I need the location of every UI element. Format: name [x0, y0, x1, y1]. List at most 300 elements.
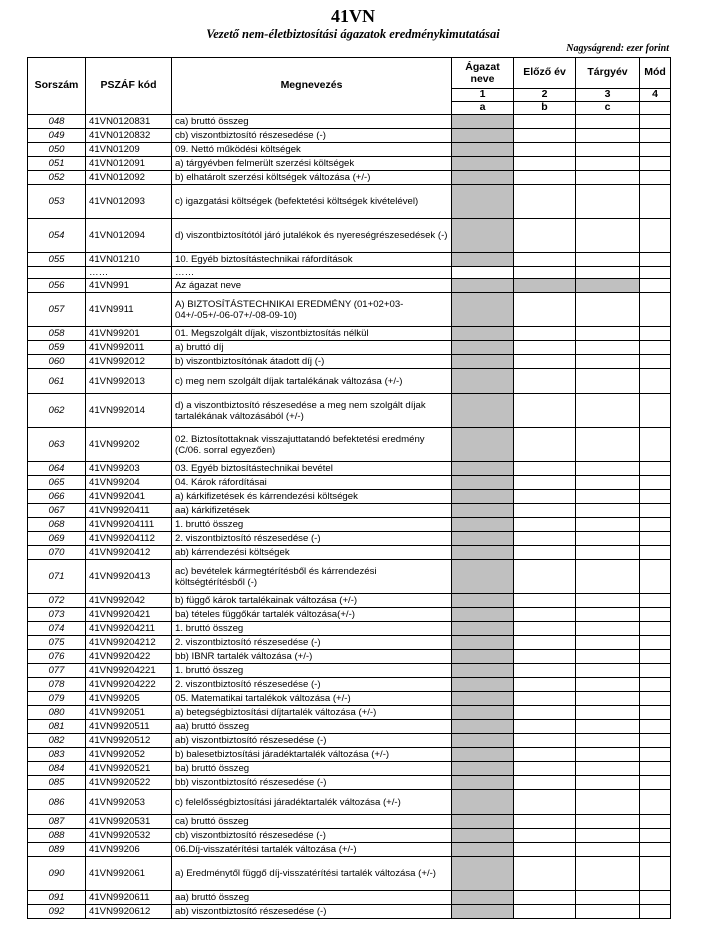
table-row — [28, 532, 671, 546]
value-cell-targyev[interactable] — [576, 171, 640, 185]
value-cell-mod[interactable] — [640, 327, 671, 341]
value-cell-agazat — [452, 171, 514, 185]
value-cell-mod[interactable] — [640, 428, 671, 462]
table-row — [28, 790, 671, 815]
row-pszaf-code: 41VN992042 — [86, 594, 172, 608]
value-cell-mod[interactable] — [640, 829, 671, 843]
value-cell-agazat — [452, 891, 514, 905]
row-pszaf-code: 41VN9920421 — [86, 608, 172, 622]
value-cell-targyev[interactable] — [576, 355, 640, 369]
value-cell-agazat — [452, 829, 514, 843]
value-cell-mod[interactable] — [640, 622, 671, 636]
row-pszaf-code: 41VN01210 — [86, 253, 172, 267]
row-number: 067 — [28, 504, 86, 518]
table-row — [28, 504, 671, 518]
row-number: 048 — [28, 115, 86, 129]
row-description: d) viszontbiztosítótól járó jutalékok és nyereségrészesedések (-) — [172, 219, 452, 253]
value-cell-elozo-ev[interactable] — [514, 219, 576, 253]
row-description: 04. Károk ráfordításai — [172, 476, 452, 490]
value-cell-targyev[interactable] — [576, 369, 640, 394]
row-description: 10. Egyéb biztosítástechnikai ráfordítások — [172, 253, 452, 267]
row-description: a) bruttó díj — [172, 341, 452, 355]
row-description: 06.Díj-visszatérítési tartalék változása (+/-) — [172, 843, 452, 857]
row-description: a) Eredménytől függő díj-visszatérítési tartalék változása (+/-) — [172, 857, 452, 891]
table-row — [28, 829, 671, 843]
table-row — [28, 369, 671, 394]
value-cell-agazat — [452, 341, 514, 355]
value-cell-targyev[interactable] — [576, 143, 640, 157]
value-cell-mod[interactable] — [640, 394, 671, 428]
row-number: 058 — [28, 327, 86, 341]
value-cell-agazat — [452, 355, 514, 369]
row-description: 1. bruttó összeg — [172, 518, 452, 532]
row-number: 081 — [28, 720, 86, 734]
table-row — [28, 341, 671, 355]
row-number — [28, 267, 86, 279]
row-number: 079 — [28, 692, 86, 706]
value-cell-mod[interactable] — [640, 490, 671, 504]
table-row — [28, 293, 671, 327]
table-row — [28, 462, 671, 476]
table-row — [28, 253, 671, 267]
value-cell-targyev[interactable] — [576, 219, 640, 253]
row-number: 073 — [28, 608, 86, 622]
value-cell-mod[interactable] — [640, 143, 671, 157]
row-description: 2. viszontbiztosító részesedése (-) — [172, 678, 452, 692]
value-cell-targyev[interactable] — [576, 692, 640, 706]
value-cell-elozo-ev[interactable] — [514, 428, 576, 462]
header-num-4: 4 — [640, 89, 671, 102]
value-cell-elozo-ev[interactable] — [514, 734, 576, 748]
value-cell-targyev[interactable] — [576, 843, 640, 857]
value-cell-mod[interactable] — [640, 293, 671, 327]
value-cell-mod[interactable] — [640, 171, 671, 185]
value-cell-elozo-ev[interactable] — [514, 115, 576, 129]
row-pszaf-code: 41VN012092 — [86, 171, 172, 185]
value-cell-mod[interactable] — [640, 462, 671, 476]
value-cell-agazat — [452, 253, 514, 267]
value-cell-agazat — [452, 394, 514, 428]
value-cell-agazat — [452, 369, 514, 394]
value-cell-elozo-ev[interactable] — [514, 341, 576, 355]
value-cell-elozo-ev[interactable] — [514, 829, 576, 843]
value-cell-agazat — [452, 546, 514, 560]
row-description: c) felelősségbiztosítási járadéktartalék változása (+/-) — [172, 790, 452, 815]
row-description: 2. viszontbiztosító részesedése (-) — [172, 532, 452, 546]
value-cell-agazat — [452, 504, 514, 518]
value-cell-targyev[interactable] — [576, 720, 640, 734]
value-cell-targyev[interactable] — [576, 594, 640, 608]
header-num-3: 3 — [576, 89, 640, 102]
header-letter-a: a — [452, 102, 514, 115]
value-cell-mod[interactable] — [640, 843, 671, 857]
value-cell-mod[interactable] — [640, 546, 671, 560]
value-cell-targyev[interactable] — [576, 678, 640, 692]
value-cell-agazat — [452, 462, 514, 476]
value-cell-elozo-ev[interactable] — [514, 327, 576, 341]
value-cell-targyev[interactable] — [576, 293, 640, 327]
value-cell-elozo-ev[interactable] — [514, 532, 576, 546]
value-cell-agazat — [452, 532, 514, 546]
row-pszaf-code: 41VN992061 — [86, 857, 172, 891]
value-cell-mod[interactable] — [640, 253, 671, 267]
value-cell-elozo-ev[interactable] — [514, 905, 576, 919]
value-cell-targyev[interactable] — [576, 650, 640, 664]
row-description: a) kárkifizetések és kárrendezési költségek — [172, 490, 452, 504]
value-cell-targyev[interactable] — [576, 664, 640, 678]
value-cell-elozo-ev[interactable] — [514, 476, 576, 490]
value-cell-mod[interactable] — [640, 891, 671, 905]
value-cell-agazat — [452, 293, 514, 327]
value-cell-mod[interactable] — [640, 706, 671, 720]
value-cell-mod[interactable] — [640, 650, 671, 664]
row-number: 086 — [28, 790, 86, 815]
value-cell-elozo-ev[interactable] — [514, 748, 576, 762]
row-pszaf-code: 41VN99204211 — [86, 622, 172, 636]
value-cell-mod[interactable] — [640, 518, 671, 532]
row-description: ab) viszontbiztosító részesedése (-) — [172, 905, 452, 919]
value-cell-targyev[interactable] — [576, 518, 640, 532]
value-cell-elozo-ev[interactable] — [514, 267, 576, 279]
value-cell-targyev[interactable] — [576, 762, 640, 776]
row-pszaf-code: 41VN9920512 — [86, 734, 172, 748]
value-cell-targyev[interactable] — [576, 776, 640, 790]
row-description: b) elhatárolt szerzési költségek változása (+/-) — [172, 171, 452, 185]
value-cell-mod[interactable] — [640, 369, 671, 394]
value-cell-elozo-ev[interactable] — [514, 504, 576, 518]
value-cell-targyev[interactable] — [576, 734, 640, 748]
value-cell-mod[interactable] — [640, 857, 671, 891]
row-pszaf-code: 41VN992012 — [86, 355, 172, 369]
row-number: 052 — [28, 171, 86, 185]
value-cell-agazat — [452, 143, 514, 157]
table-row — [28, 267, 671, 279]
row-number: 085 — [28, 776, 86, 790]
value-cell-targyev[interactable] — [576, 490, 640, 504]
row-number: 053 — [28, 185, 86, 219]
value-cell-agazat — [452, 594, 514, 608]
report-table — [27, 57, 671, 919]
row-description: b) viszontbiztosítónak átadott díj (-) — [172, 355, 452, 369]
row-description: 05. Matematikai tartalékok változása (+/-) — [172, 692, 452, 706]
value-cell-targyev[interactable] — [576, 428, 640, 462]
value-cell-elozo-ev[interactable] — [514, 293, 576, 327]
row-number: 050 — [28, 143, 86, 157]
value-cell-mod[interactable] — [640, 185, 671, 219]
value-cell-targyev[interactable] — [576, 476, 640, 490]
value-cell-mod[interactable] — [640, 748, 671, 762]
row-description: bb) viszontbiztosító részesedése (-) — [172, 776, 452, 790]
row-number: 055 — [28, 253, 86, 267]
row-pszaf-code: 41VN9920532 — [86, 829, 172, 843]
row-pszaf-code: 41VN9920411 — [86, 504, 172, 518]
table-row — [28, 185, 671, 219]
value-cell-agazat — [452, 776, 514, 790]
row-pszaf-code: 41VN0120832 — [86, 129, 172, 143]
value-cell-mod[interactable] — [640, 762, 671, 776]
table-row — [28, 622, 671, 636]
value-cell-elozo-ev[interactable] — [514, 790, 576, 815]
value-cell-elozo-ev[interactable] — [514, 622, 576, 636]
row-description: …… — [172, 267, 452, 279]
value-cell-elozo-ev[interactable] — [514, 546, 576, 560]
value-cell-targyev[interactable] — [576, 394, 640, 428]
row-description: a) betegségbiztosítási díjtartalék változása (+/-) — [172, 706, 452, 720]
row-number: 069 — [28, 532, 86, 546]
row-number: 088 — [28, 829, 86, 843]
value-cell-targyev[interactable] — [576, 327, 640, 341]
value-cell-elozo-ev[interactable] — [514, 594, 576, 608]
row-pszaf-code: 41VN99204112 — [86, 532, 172, 546]
value-cell-targyev[interactable] — [576, 706, 640, 720]
value-cell-targyev[interactable] — [576, 267, 640, 279]
value-cell-targyev[interactable] — [576, 622, 640, 636]
header-sorszam: Sorszám — [28, 58, 86, 115]
row-pszaf-code: 41VN9920611 — [86, 891, 172, 905]
value-cell-agazat — [452, 279, 514, 293]
value-cell-elozo-ev[interactable] — [514, 185, 576, 219]
row-pszaf-code: 41VN9911 — [86, 293, 172, 327]
value-cell-elozo-ev[interactable] — [514, 253, 576, 267]
value-cell-mod[interactable] — [640, 720, 671, 734]
row-pszaf-code: 41VN991 — [86, 279, 172, 293]
value-cell-agazat — [452, 734, 514, 748]
row-pszaf-code: 41VN9920531 — [86, 815, 172, 829]
row-pszaf-code: 41VN9920612 — [86, 905, 172, 919]
value-cell-elozo-ev[interactable] — [514, 143, 576, 157]
value-cell-elozo-ev[interactable] — [514, 762, 576, 776]
row-description: cb) viszontbiztosító részesedése (-) — [172, 829, 452, 843]
table-row — [28, 843, 671, 857]
value-cell-agazat[interactable] — [452, 267, 514, 279]
value-cell-agazat — [452, 476, 514, 490]
value-cell-agazat — [452, 622, 514, 636]
header-megnevezes: Megnevezés — [172, 58, 452, 115]
row-pszaf-code: 41VN012094 — [86, 219, 172, 253]
row-pszaf-code: 41VN992051 — [86, 706, 172, 720]
table-row — [28, 762, 671, 776]
table-row — [28, 608, 671, 622]
value-cell-targyev[interactable] — [576, 185, 640, 219]
value-cell-targyev[interactable] — [576, 546, 640, 560]
value-cell-targyev — [576, 279, 640, 293]
value-cell-elozo-ev[interactable] — [514, 518, 576, 532]
value-cell-elozo-ev[interactable] — [514, 129, 576, 143]
value-cell-elozo-ev[interactable] — [514, 171, 576, 185]
value-cell-mod[interactable] — [640, 219, 671, 253]
value-cell-mod[interactable] — [640, 664, 671, 678]
table-row — [28, 720, 671, 734]
value-cell-elozo-ev[interactable] — [514, 891, 576, 905]
row-description: ba) bruttó összeg — [172, 762, 452, 776]
value-cell-targyev[interactable] — [576, 608, 640, 622]
row-number: 051 — [28, 157, 86, 171]
value-cell-elozo-ev[interactable] — [514, 664, 576, 678]
value-cell-targyev[interactable] — [576, 157, 640, 171]
row-number: 060 — [28, 355, 86, 369]
row-number: 072 — [28, 594, 86, 608]
row-description: ab) kárrendezési költségek — [172, 546, 452, 560]
value-cell-mod[interactable] — [640, 905, 671, 919]
value-cell-agazat — [452, 560, 514, 594]
header-letter-empty — [640, 102, 671, 115]
row-pszaf-code: 41VN99201 — [86, 327, 172, 341]
value-cell-mod[interactable] — [640, 678, 671, 692]
value-cell-elozo-ev[interactable] — [514, 490, 576, 504]
value-cell-elozo-ev[interactable] — [514, 857, 576, 891]
value-cell-mod[interactable] — [640, 594, 671, 608]
value-cell-targyev[interactable] — [576, 560, 640, 594]
value-cell-mod[interactable] — [640, 815, 671, 829]
row-description: b) függő károk tartalékainak változása (+/-) — [172, 594, 452, 608]
value-cell-elozo-ev[interactable] — [514, 636, 576, 650]
table-row — [28, 157, 671, 171]
value-cell-mod[interactable] — [640, 267, 671, 279]
row-number: 061 — [28, 369, 86, 394]
value-cell-agazat — [452, 157, 514, 171]
value-cell-targyev[interactable] — [576, 815, 640, 829]
row-description: 02. Biztosítottaknak visszajuttatandó befektetési eredmény (C/06. sorral egyezően) — [172, 428, 452, 462]
value-cell-elozo-ev[interactable] — [514, 369, 576, 394]
table-row — [28, 219, 671, 253]
table-row — [28, 560, 671, 594]
table-row — [28, 857, 671, 891]
value-cell-agazat — [452, 790, 514, 815]
row-description: cb) viszontbiztosító részesedése (-) — [172, 129, 452, 143]
value-cell-targyev[interactable] — [576, 532, 640, 546]
value-cell-elozo-ev[interactable] — [514, 157, 576, 171]
value-cell-elozo-ev[interactable] — [514, 815, 576, 829]
row-pszaf-code: 41VN9920412 — [86, 546, 172, 560]
value-cell-targyev[interactable] — [576, 748, 640, 762]
value-cell-mod[interactable] — [640, 504, 671, 518]
value-cell-mod[interactable] — [640, 476, 671, 490]
row-pszaf-code: 41VN992041 — [86, 490, 172, 504]
unit-note: Nagyságrend: ezer forint — [566, 43, 669, 54]
value-cell-elozo-ev[interactable] — [514, 692, 576, 706]
row-number: 083 — [28, 748, 86, 762]
form-subtitle: Vezető nem-életbiztosítási ágazatok eredménykimutatásai — [206, 27, 500, 41]
value-cell-elozo-ev[interactable] — [514, 650, 576, 664]
value-cell-mod[interactable] — [640, 790, 671, 815]
value-cell-elozo-ev[interactable] — [514, 394, 576, 428]
value-cell-mod[interactable] — [640, 129, 671, 143]
value-cell-mod[interactable] — [640, 734, 671, 748]
value-cell-targyev[interactable] — [576, 504, 640, 518]
value-cell-mod[interactable] — [640, 279, 671, 293]
table-row — [28, 115, 671, 129]
value-cell-elozo-ev[interactable] — [514, 720, 576, 734]
value-cell-elozo-ev[interactable] — [514, 776, 576, 790]
table-row — [28, 546, 671, 560]
value-cell-elozo-ev[interactable] — [514, 560, 576, 594]
form-code-title: 41VN — [331, 6, 375, 26]
table-row — [28, 678, 671, 692]
row-number: 082 — [28, 734, 86, 748]
value-cell-targyev[interactable] — [576, 790, 640, 815]
row-pszaf-code: 41VN99204221 — [86, 664, 172, 678]
row-number: 070 — [28, 546, 86, 560]
value-cell-mod[interactable] — [640, 560, 671, 594]
table-body — [28, 115, 671, 919]
row-pszaf-code: 41VN9920511 — [86, 720, 172, 734]
row-description: 1. bruttó összeg — [172, 664, 452, 678]
value-cell-mod[interactable] — [640, 532, 671, 546]
value-cell-mod[interactable] — [640, 355, 671, 369]
value-cell-elozo-ev[interactable] — [514, 843, 576, 857]
row-description: A) BIZTOSÍTÁSTECHNIKAI EREDMÉNY (01+02+03-04+/-05+/-06-07+/-08-09-10) — [172, 293, 452, 327]
table-row — [28, 636, 671, 650]
row-number: 090 — [28, 857, 86, 891]
value-cell-agazat — [452, 815, 514, 829]
value-cell-targyev[interactable] — [576, 462, 640, 476]
table-row — [28, 355, 671, 369]
row-pszaf-code: 41VN01209 — [86, 143, 172, 157]
header-mod: Mód — [640, 58, 671, 89]
value-cell-elozo-ev — [514, 279, 576, 293]
value-cell-elozo-ev[interactable] — [514, 608, 576, 622]
table-row — [28, 692, 671, 706]
value-cell-elozo-ev[interactable] — [514, 462, 576, 476]
row-description: ab) viszontbiztosító részesedése (-) — [172, 734, 452, 748]
value-cell-targyev[interactable] — [576, 115, 640, 129]
value-cell-targyev[interactable] — [576, 129, 640, 143]
row-pszaf-code: 41VN99204222 — [86, 678, 172, 692]
value-cell-mod[interactable] — [640, 776, 671, 790]
value-cell-mod[interactable] — [640, 608, 671, 622]
row-pszaf-code: 41VN992053 — [86, 790, 172, 815]
header-pszaf-kod: PSZÁF kód — [86, 58, 172, 115]
row-number: 091 — [28, 891, 86, 905]
row-number: 062 — [28, 394, 86, 428]
value-cell-mod[interactable] — [640, 341, 671, 355]
row-pszaf-code: 41VN992014 — [86, 394, 172, 428]
value-cell-targyev[interactable] — [576, 341, 640, 355]
row-description: bb) IBNR tartalék változása (+/-) — [172, 650, 452, 664]
value-cell-targyev[interactable] — [576, 905, 640, 919]
value-cell-elozo-ev[interactable] — [514, 355, 576, 369]
row-pszaf-code: 41VN9920522 — [86, 776, 172, 790]
table-row — [28, 891, 671, 905]
row-pszaf-code: 41VN99206 — [86, 843, 172, 857]
value-cell-mod[interactable] — [640, 157, 671, 171]
header-num-1: 1 — [452, 89, 514, 102]
value-cell-mod[interactable] — [640, 115, 671, 129]
row-description: ca) bruttó összeg — [172, 815, 452, 829]
table-row — [28, 129, 671, 143]
value-cell-agazat — [452, 129, 514, 143]
row-description: aa) kárkifizetések — [172, 504, 452, 518]
value-cell-elozo-ev[interactable] — [514, 706, 576, 720]
row-description: aa) bruttó összeg — [172, 720, 452, 734]
value-cell-targyev[interactable] — [576, 829, 640, 843]
value-cell-agazat — [452, 115, 514, 129]
table-row — [28, 518, 671, 532]
value-cell-targyev[interactable] — [576, 253, 640, 267]
value-cell-targyev[interactable] — [576, 891, 640, 905]
value-cell-mod[interactable] — [640, 692, 671, 706]
row-description: 03. Egyéb biztosítástechnikai bevétel — [172, 462, 452, 476]
row-description: aa) bruttó összeg — [172, 891, 452, 905]
value-cell-targyev[interactable] — [576, 636, 640, 650]
value-cell-mod[interactable] — [640, 636, 671, 650]
row-pszaf-code: 41VN012091 — [86, 157, 172, 171]
value-cell-elozo-ev[interactable] — [514, 678, 576, 692]
table-row — [28, 815, 671, 829]
table-row — [28, 905, 671, 919]
value-cell-agazat — [452, 327, 514, 341]
value-cell-targyev[interactable] — [576, 857, 640, 891]
